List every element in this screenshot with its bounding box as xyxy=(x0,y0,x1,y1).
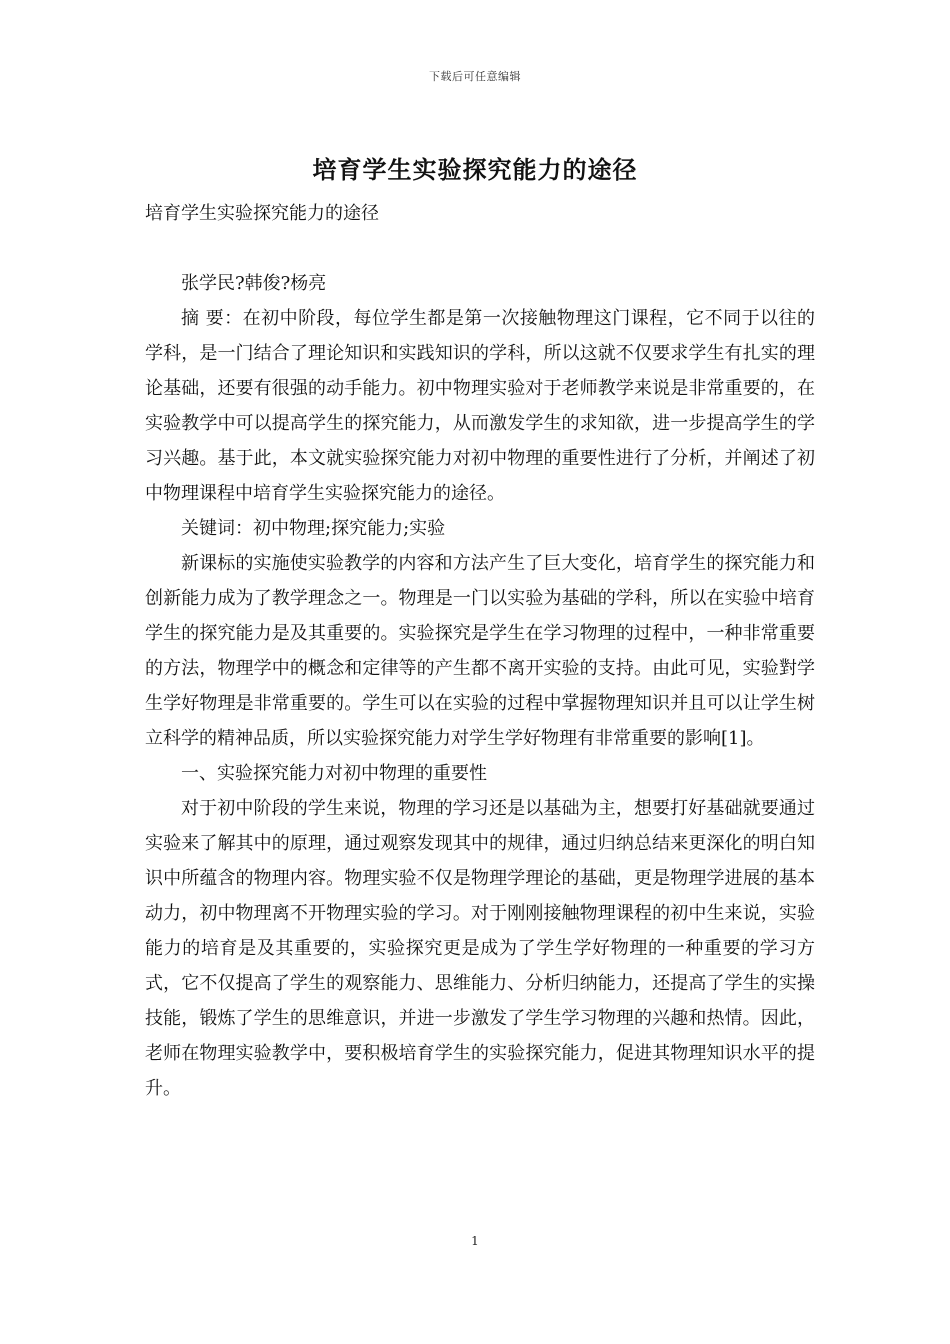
abstract-paragraph: 摘 要：在初中阶段，每位学生都是第一次接触物理这门课程，它不同于以往的学科，是一门结合了理论知识和实践知识的学科，所以这就不仅要求学生有扎实的理论基础，还要有很强的动手能力。初中物理实验对于老师教学来说是非常重要的，在实验教学中可以提高学生的探究能力，从而激发学生的求知欲，进一步提高学生的学习兴趣。基于此，本文就实验探究能力对初中物理的重要性进行了分析，并阐述了初中物理课程中培育学生实验探究能力的途径。 xyxy=(145,308,815,504)
intro-paragraph: 新课标的实施使实验教学的内容和方法产生了巨大变化，培育学生的探究能力和创新能力成为了教学理念之一。物理是一门以实验为基础的学科，所以在实验中培育学生的探究能力是及其重要的。实验探究是学生在学习物理的过程中，一种非常重要的方法，物理学中的概念和定律等的产生都不离开实验的支持。由此可见，实验對学生学好物理是非常重要的。学生可以在实验的过程中掌握物理知识并且可以让学生树立科学的精神品质，所以实验探究能力对学生学好物理有非常重要的影响[1]。 xyxy=(145,553,815,749)
document-title: 培育学生实验探究能力的途径 xyxy=(312,155,638,184)
section-paragraph: 对于初中阶段的学生来说，物理的学习还是以基础为主，想要打好基础就要通过实验来了解其中的原理，通过观察发现其中的规律，通过归纳总结来更深化的明白知识中所蕴含的物理内容。物理实验不仅是物理学理论的基础，更是物理学进展的基本动力，初中物理离不开物理实验的学习。对于刚刚接触物理课程的初中生来说，实验能力的培育是及其重要的，实验探究更是成为了学生学好物理的一种重要的学习方式，它不仅提高了学生的观察能力、思维能力、分析归纳能力，还提高了学生的实操技能，锻炼了学生的思维意识，并进一步激发了学生学习物理的兴趣和热情。因此，老师在物理实验教学中，要积极培育学生的实验探究能力，促进其物理知识水平的提升。 xyxy=(145,798,815,1099)
document-subtitle: 培育学生实验探究能力的途径 xyxy=(145,203,379,224)
document-body xyxy=(145,196,815,1106)
page-number: 1 xyxy=(471,1234,479,1248)
section-heading: 一、实验探究能力对初中物理的重要性 xyxy=(181,763,487,784)
header-note: 下载后可任意编辑 xyxy=(429,70,521,83)
authors-line: 张学民?韩俊?杨亮 xyxy=(181,273,327,294)
keywords-line: 关键词：初中物理;探究能力;实验 xyxy=(181,518,446,539)
